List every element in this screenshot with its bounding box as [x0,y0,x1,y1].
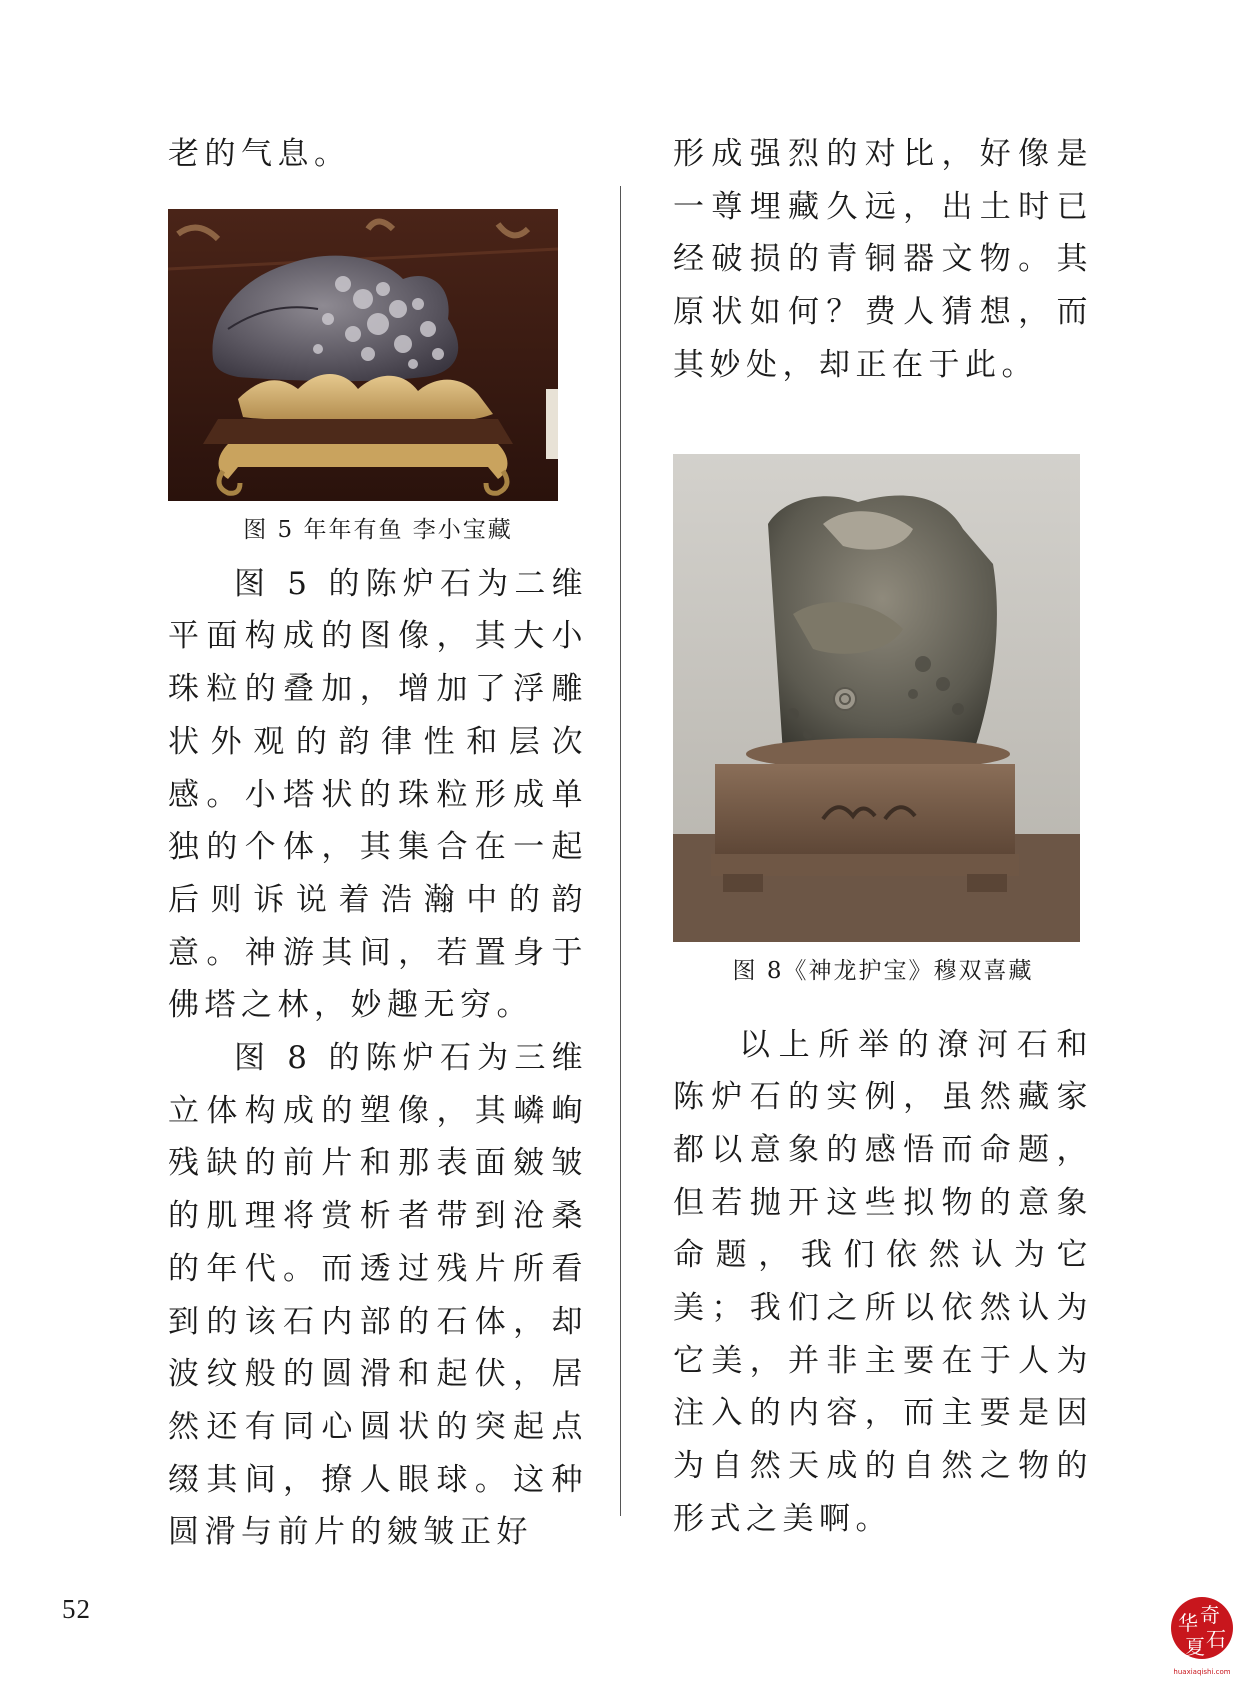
column-divider [620,186,621,1516]
figure-5-photo [168,209,558,501]
page-number: 52 [62,1594,91,1624]
paragraph-continuation-left: 老的气息。 [168,136,351,172]
paragraph-continuation-right: 形成强烈的对比，好像是一尊埋藏久远，出土时已经破损的青铜器文物。其原状如何？费人猜想，而其妙处，却正在于此。 [673,136,1093,383]
logo-char-2: 华 [1178,1611,1198,1635]
figure-8-caption: 图 8《神龙护宝》穆双喜藏 [732,957,1034,984]
paragraph-figure5-analysis: 图 5 的陈炉石为二维平面构成的图像，其大小珠粒的叠加，增加了浮雕状外观的韵律性和层次感。小塔状的珠粒形成单独的个体，其集合在一起后则诉说着浩瀚中的韵意。神游其间，若置身于佛塔之林，妙趣无穷。 [168,565,588,1024]
logo-char-1: 奇 [1200,1603,1220,1627]
left-column [168,128,588,1559]
logo-char-4: 夏 [1185,1635,1205,1659]
site-logo [1168,1594,1236,1680]
paragraph-conclusion: 以上所举的潦河石和陈炉石的实例，虽然藏家都以意象的感悟而命题，但若抛开这些拟物的意象命题，我们依然认为它美；我们之所以依然认为它美，并非主要在于人为注入的内容，而主要是因为自然天成的自然之物的形式之美啊。 [673,1026,1093,1537]
logo-char-3: 石 [1206,1627,1226,1651]
paragraph-figure8-analysis: 图 8 的陈炉石为三维立体构成的塑像，其嶙峋残缺的前片和那表面皴皱的肌理将赏析者带到沧桑的年代。而透过残片所看到的该石内部的石体，却波纹般的圆滑和起伏，居然还有同心圆状的突起点缀其间，撩人眼球。这种圆滑与前片的皴皱正好 [168,1040,588,1551]
figure-8-photo [673,454,1080,942]
right-column [673,128,1093,1546]
figure-5-caption: 图 5 年年有鱼 李小宝藏 [243,516,513,543]
figure-5 [168,209,588,501]
figure-8 [673,454,1093,942]
logo-url: huaxiaqishi.com [1173,1668,1231,1676]
